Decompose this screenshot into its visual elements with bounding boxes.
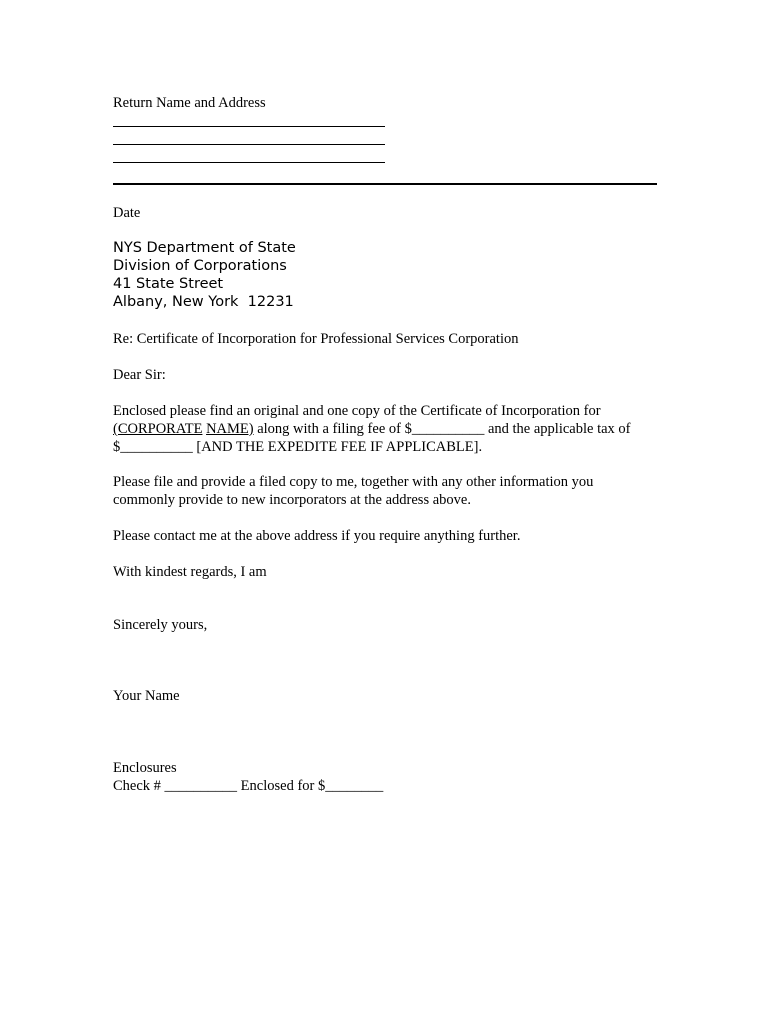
closing-sincerely: Sincerely yours,: [113, 617, 208, 633]
paragraph-enclosed-line-2: [113, 420, 673, 438]
paragraph-file: [113, 473, 673, 509]
return-address-line-1: [113, 126, 385, 127]
paragraph-enclosed-line-1: Enclosed please find an original and one copy of the Certificate of Incorporation for: [113, 403, 601, 419]
date-label: Date: [113, 205, 141, 221]
return-address-line-3: [113, 162, 385, 163]
paragraph-file-line-2: commonly provide to new incorporators at the address above.: [113, 492, 471, 508]
recipient-address: [113, 239, 296, 311]
check-line: Check # __________ Enclosed for $________: [113, 778, 384, 794]
recipient-line-2: Division of Corporations: [113, 258, 287, 274]
recipient-line-4: Albany, New York 12231: [113, 294, 294, 310]
name-placeholder: NAME): [206, 421, 254, 437]
corporate-placeholder: (CORPORATE: [113, 421, 203, 437]
signature-name: Your Name: [113, 688, 180, 704]
paragraph-file-line-1: Please file and provide a filed copy to me, together with any other information you: [113, 474, 594, 490]
recipient-line-3: 41 State Street: [113, 276, 224, 292]
filing-fee-text: along with a filing fee of $__________ and the applicable tax of: [253, 421, 631, 437]
enclosures-label: Enclosures: [113, 760, 177, 776]
closing-regards: With kindest regards, I am: [113, 564, 267, 580]
recipient-line-1: NYS Department of State: [113, 240, 296, 256]
paragraph-contact: Please contact me at the above address if you require anything further.: [113, 528, 521, 544]
header-divider: [113, 183, 657, 185]
paragraph-enclosed: [113, 402, 673, 456]
enclosures-block: [113, 759, 383, 795]
return-name-address-label: Return Name and Address: [113, 95, 266, 111]
paragraph-enclosed-line-3: $__________ [AND THE EXPEDITE FEE IF APPLICABLE].: [113, 439, 483, 455]
re-line: Re: Certificate of Incorporation for Professional Services Corporation: [113, 331, 519, 347]
salutation: Dear Sir:: [113, 367, 166, 383]
return-address-line-2: [113, 144, 385, 145]
